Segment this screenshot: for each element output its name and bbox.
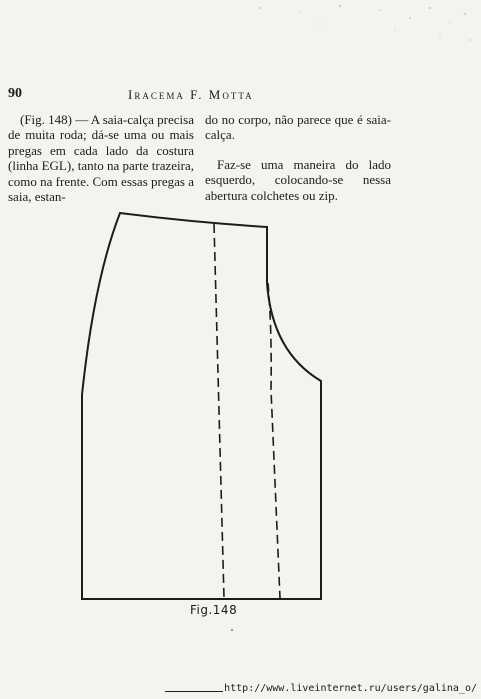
page-header: [8, 86, 468, 106]
footer-url: http://www.liveinternet.ru/users/galina_o/: [224, 683, 477, 694]
text-column-left: [8, 112, 194, 204]
footer-rule: [165, 691, 223, 692]
paragraph-right-2: Faz-se uma maneira do lado esquerdo, colocando-se nessa abertura colchetes ou zip.: [205, 156, 391, 203]
figure-caption: Fig.148: [190, 603, 238, 617]
scan-noise: [0, 0, 481, 60]
fold-line-left: [214, 224, 224, 598]
page-number: 90: [8, 86, 22, 101]
paragraph-left: (Fig. 148) — A saia-calça precisa de muita roda; dá-se uma ou mais pregas em cada lado da costura (linha EGL), tanto na parte trazeira, como na frente. Com essas pregas a saia, estan-: [8, 112, 194, 205]
text-column-right: [205, 112, 391, 203]
paragraph-right-1: do no corpo, não parece que é saia-calça.: [205, 112, 391, 143]
pattern-outline: [82, 213, 321, 599]
skirt-pattern-figure: [0, 200, 481, 640]
running-title: Iracema F. Motta: [128, 87, 254, 102]
